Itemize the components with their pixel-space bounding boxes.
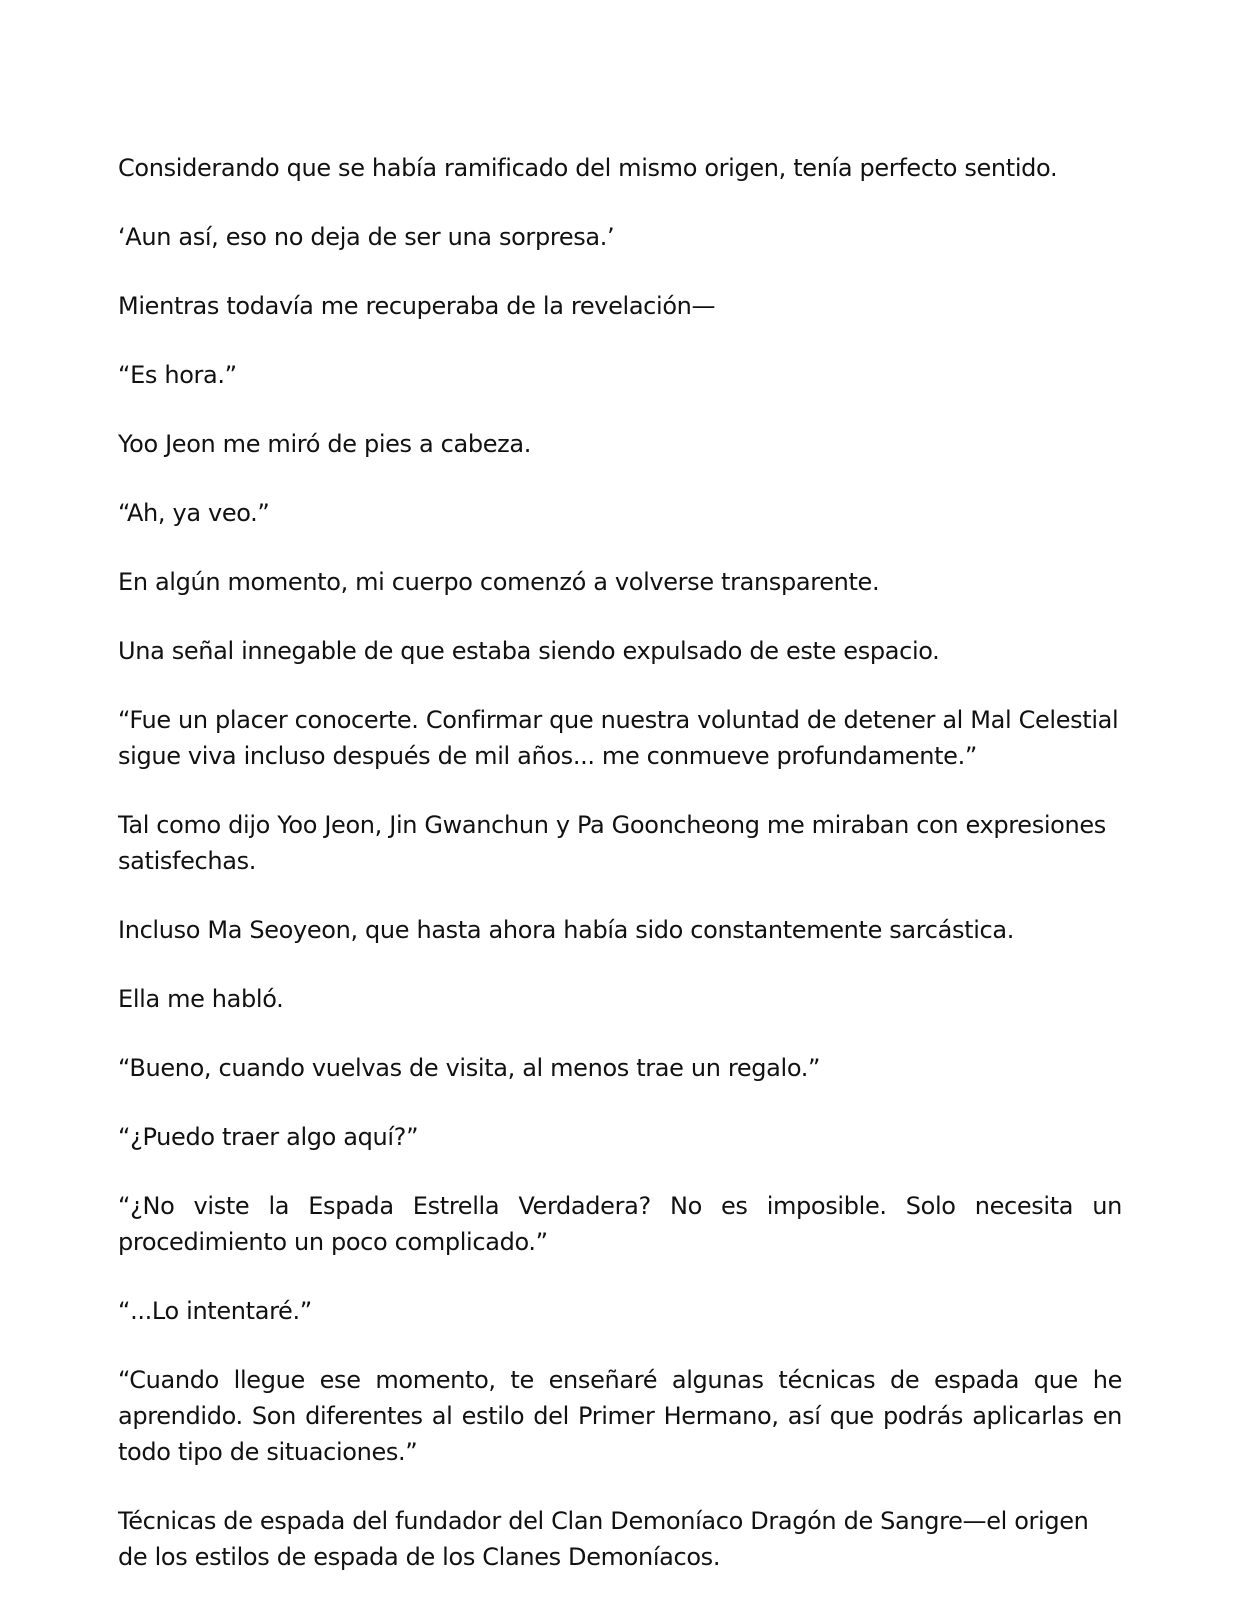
paragraph-18: Técnicas de espada del fundador del Clan Demoníaco Dragón de Sangre—el origen de los estilos de espada de los Clanes Demoníacos. [118, 1507, 1089, 1571]
paragraph-16: “...Lo intentaré.” [118, 1297, 312, 1325]
paragraph-1: Considerando que se había ramificado del mismo origen, tenía perfecto sentido. [118, 154, 1058, 182]
paragraph-7: En algún momento, mi cuerpo comenzó a volverse transparente. [118, 568, 880, 596]
paragraph-3: Mientras todavía me recuperaba de la revelación— [118, 292, 716, 320]
paragraph-10: Tal como dijo Yoo Jeon, Jin Gwanchun y Pa Gooncheong me miraban con expresiones satisfechas. [118, 811, 1106, 875]
paragraph-15: “¿No viste la Espada Estrella Verdadera? No es imposible. Solo necesita un procedimiento un poco complicado.” [118, 1192, 1122, 1256]
paragraph-11: Incluso Ma Seoyeon, que hasta ahora había sido constantemente sarcástica. [118, 916, 1014, 944]
paragraph-9: “Fue un placer conocerte. Confirmar que nuestra voluntad de detener al Mal Celestial sigue viva incluso después de mil años... me conmueve profundamente.” [118, 706, 1119, 770]
paragraph-5: Yoo Jeon me miró de pies a cabeza. [118, 430, 532, 458]
paragraph-13: “Bueno, cuando vuelvas de visita, al menos trae un regalo.” [118, 1054, 821, 1082]
paragraph-17: “Cuando llegue ese momento, te enseñaré algunas técnicas de espada que he aprendido. Son diferentes al estilo del Primer Hermano, así que podrás aplicarlas en todo tipo de situaciones.” [118, 1366, 1122, 1466]
paragraph-8: Una señal innegable de que estaba siendo expulsado de este espacio. [118, 637, 940, 665]
paragraph-2: ‘Aun así, eso no deja de ser una sorpresa.’ [118, 223, 615, 251]
paragraph-6: “Ah, ya veo.” [118, 499, 270, 527]
paragraph-4: “Es hora.” [118, 361, 237, 389]
paragraph-14: “¿Puedo traer algo aquí?” [118, 1123, 419, 1151]
paragraph-12: Ella me habló. [118, 985, 284, 1013]
document-body [118, 150, 1122, 1608]
